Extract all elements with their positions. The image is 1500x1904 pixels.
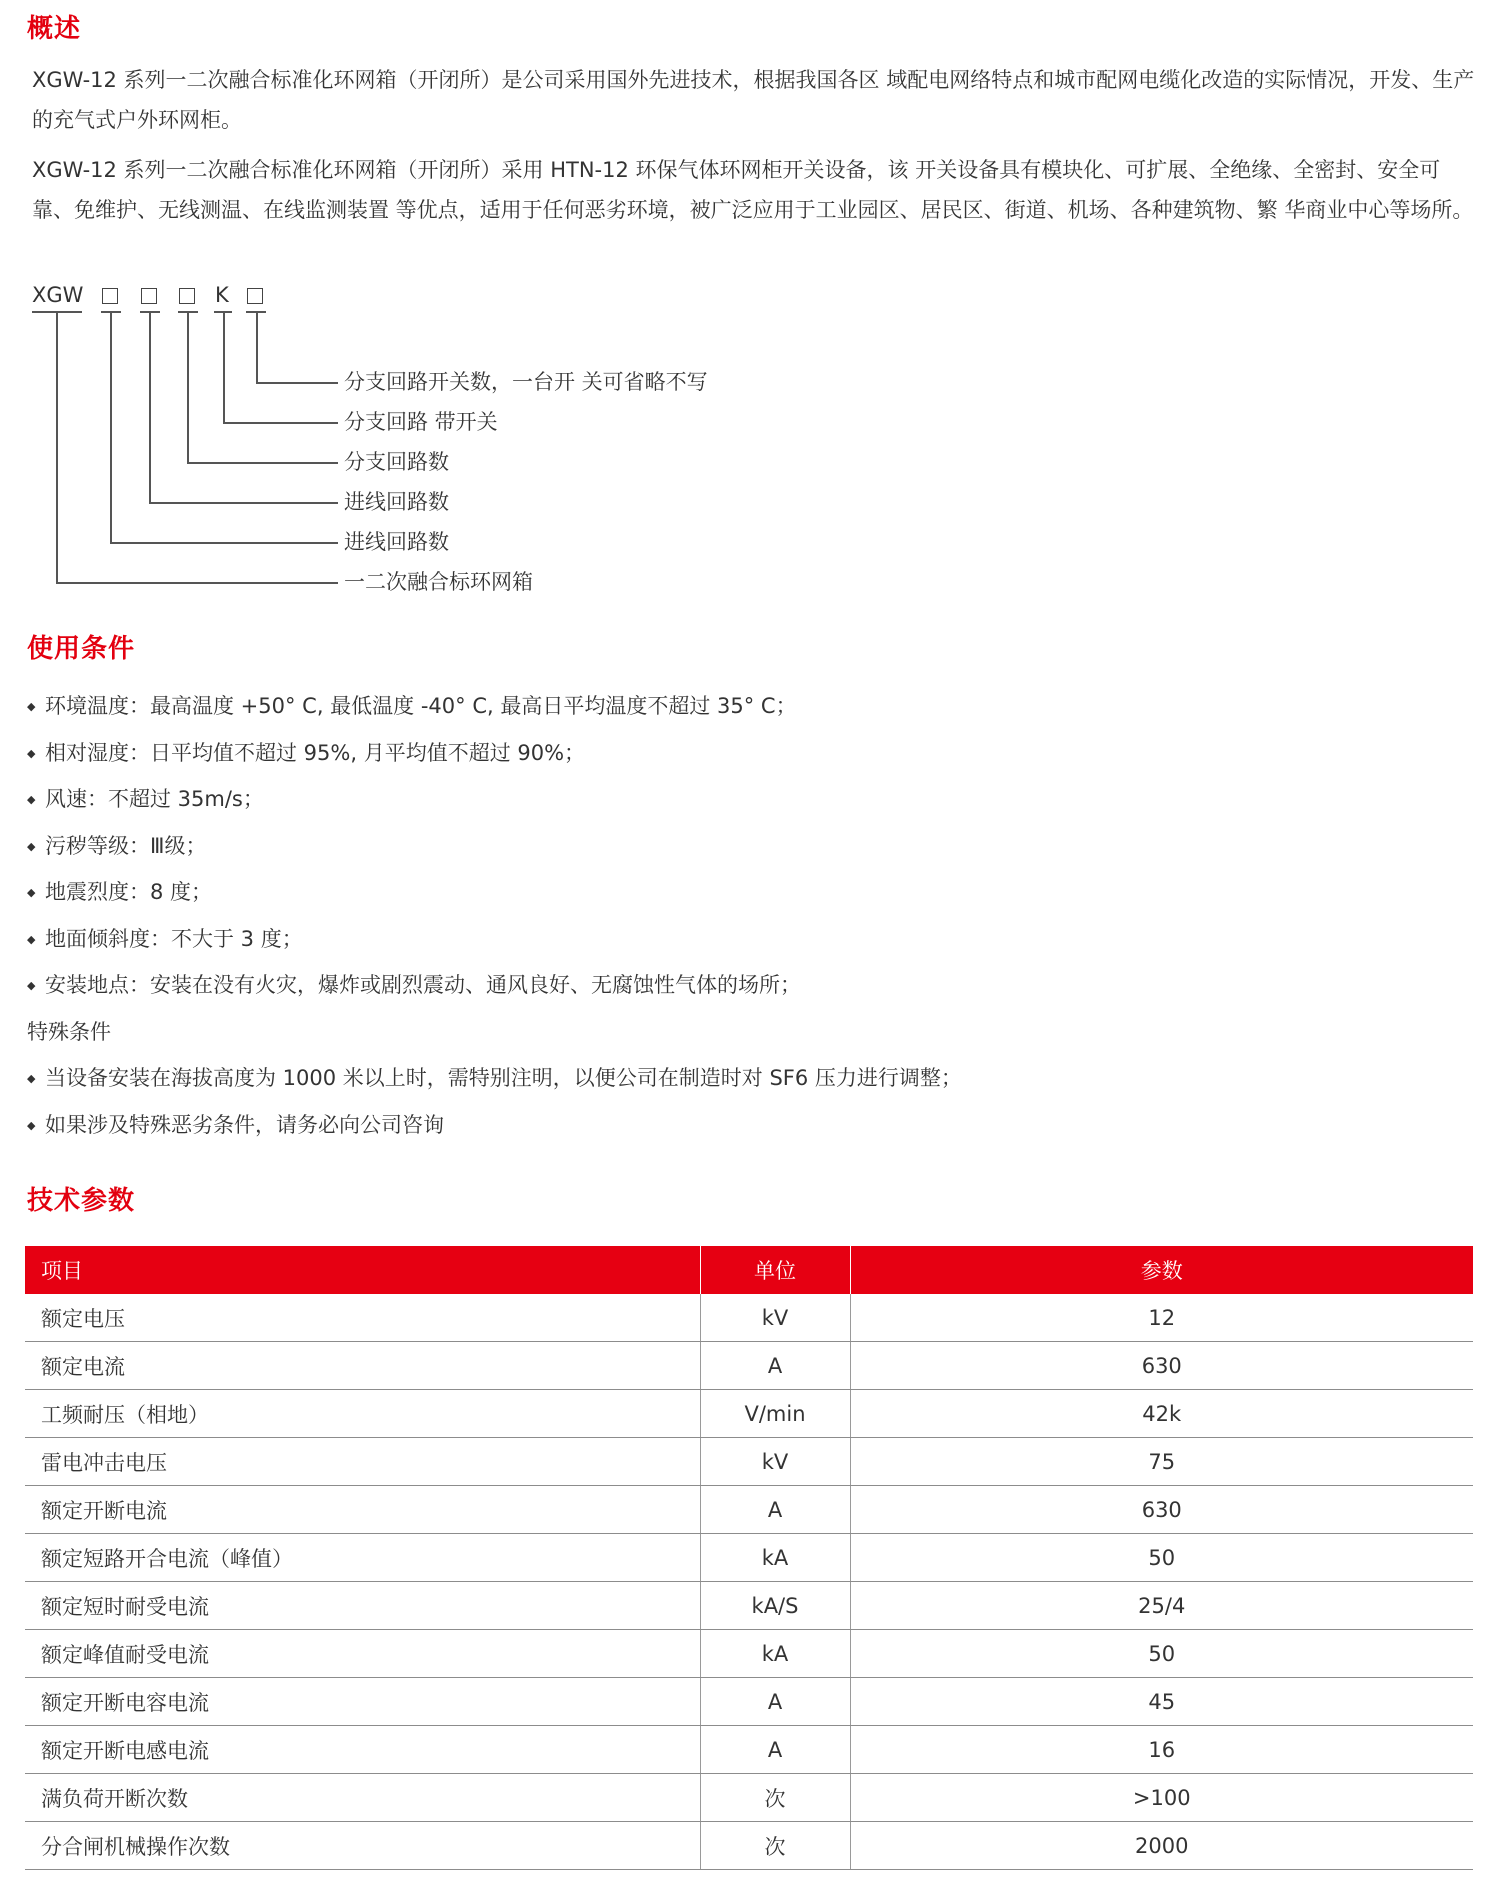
cell-value: 45 (850, 1678, 1473, 1726)
header-value: 参数 (850, 1246, 1473, 1294)
model-label-branch-with-switch: 分支回路 带开关 (344, 410, 498, 434)
table-row (25, 1582, 1473, 1630)
cell-value: 630 (850, 1342, 1473, 1390)
table-row (25, 1486, 1473, 1534)
model-code (30, 280, 300, 310)
table-header-row (25, 1246, 1473, 1294)
connector-horizontal-5 (110, 542, 338, 544)
model-label-incoming-count-1: 进线回路数 (344, 490, 449, 514)
overview-paragraph-2: XGW-12 系列一二次融合标准化环网箱（开闭所）采用 HTN-12 环保气体环网柜开关设备，该 开关设备具有模块化、可扩展、全绝缘、全密封、安全可靠、免维护、无线测温、在线监测装置 等优点，适用于任何恶劣环境，被广泛应用于工业园区、居民区、街道、机场、各种建筑物、繁 华商业中心等场所。 (32, 158, 1474, 222)
cell-item: 额定电流 (25, 1342, 700, 1390)
code-box-4 (247, 288, 263, 304)
cell-item: 额定电压 (25, 1294, 700, 1342)
cell-item: 额定开断电感电流 (25, 1726, 700, 1774)
connector-horizontal-1 (256, 382, 338, 384)
header-unit: 单位 (700, 1246, 850, 1294)
overview-paragraph-1: XGW-12 系列一二次融合标准化环网箱（开闭所）是公司采用国外先进技术，根据我国各区 域配电网络特点和城市配网电缆化改造的实际情况，开发、生产的充气式户外环网柜。 (32, 68, 1475, 132)
code-box-1 (102, 288, 118, 304)
cell-unit: V/min (700, 1390, 850, 1438)
condition-seismic-intensity: ◆ 地震烈度：8 度； (27, 869, 962, 916)
table-row (25, 1726, 1473, 1774)
table-row (25, 1630, 1473, 1678)
cell-value: 50 (850, 1630, 1473, 1678)
condition-relative-humidity: ◆ 相对湿度：日平均值不超过 95%, 月平均值不超过 90%； (27, 730, 962, 777)
header-item: 项目 (25, 1246, 700, 1294)
model-designation-diagram (0, 270, 800, 594)
cell-value: 42k (850, 1390, 1473, 1438)
cell-item: 雷电冲击电压 (25, 1438, 700, 1486)
connector-horizontal-4 (149, 502, 338, 504)
cell-unit: kA (700, 1534, 850, 1582)
condition-wind-speed: ◆ 风速：不超过 35m/s； (27, 776, 962, 823)
cell-item: 额定短时耐受电流 (25, 1582, 700, 1630)
cell-value: 25/4 (850, 1582, 1473, 1630)
conditions-title: 使用条件 (27, 634, 136, 664)
cell-unit: A (700, 1486, 850, 1534)
table-row (25, 1534, 1473, 1582)
cell-unit: kV (700, 1294, 850, 1342)
cell-unit: A (700, 1342, 850, 1390)
table-row (25, 1294, 1473, 1342)
connector-vertical-1 (256, 312, 258, 383)
code-box-2 (141, 288, 157, 304)
cell-item: 额定短路开合电流（峰值） (25, 1534, 700, 1582)
code-box-3 (179, 288, 195, 304)
cell-value: >100 (850, 1774, 1473, 1822)
condition-ambient-temperature: ◆ 环境温度：最高温度 +50° C, 最低温度 -40° C, 最高日平均温度不超过 35° C； (27, 683, 962, 730)
table-row (25, 1438, 1473, 1486)
cell-item: 额定开断电容电流 (25, 1678, 700, 1726)
model-label-branch-switch-count: 分支回路开关数，一台开 关可省略不写 (344, 370, 708, 394)
table-row (25, 1774, 1473, 1822)
tech-title: 技术参数 (27, 1186, 136, 1216)
tech-spec-table (25, 1246, 1473, 1870)
condition-ground-slope: ◆ 地面倾斜度：不大于 3 度； (27, 916, 962, 963)
cell-unit: A (700, 1678, 850, 1726)
cell-value: 12 (850, 1294, 1473, 1342)
table-row (25, 1678, 1473, 1726)
model-label-ring-main-unit: 一二次融合标环网箱 (344, 570, 533, 594)
cell-value: 50 (850, 1534, 1473, 1582)
connector-vertical-2 (223, 312, 225, 423)
model-letter-k: K (215, 283, 229, 307)
overview-title: 概述 (27, 14, 82, 44)
model-label-branch-count: 分支回路数 (344, 450, 449, 474)
table-row (25, 1822, 1473, 1870)
connector-horizontal-2 (223, 422, 338, 424)
table-row (25, 1342, 1473, 1390)
cell-unit: 次 (700, 1822, 850, 1870)
cell-unit: kA (700, 1630, 850, 1678)
connector-vertical-5 (110, 312, 112, 543)
table-row (25, 1390, 1473, 1438)
special-conditions-heading: 特殊条件 (27, 1019, 111, 1044)
cell-item: 分合闸机械操作次数 (25, 1822, 700, 1870)
connector-vertical-3 (187, 312, 189, 463)
cell-unit: kA/S (700, 1582, 850, 1630)
model-label-incoming-count-2: 进线回路数 (344, 530, 449, 554)
cell-item: 额定峰值耐受电流 (25, 1630, 700, 1678)
connector-horizontal-3 (187, 462, 338, 464)
cell-value: 2000 (850, 1822, 1473, 1870)
special-condition-harsh: ◆ 如果涉及特殊恶劣条件，请务必向公司咨询 (27, 1102, 962, 1149)
cell-value: 630 (850, 1486, 1473, 1534)
cell-unit: kV (700, 1438, 850, 1486)
cell-unit: A (700, 1726, 850, 1774)
cell-item: 满负荷开断次数 (25, 1774, 700, 1822)
special-condition-altitude: ◆ 当设备安装在海拔高度为 1000 米以上时，需特别注明，以便公司在制造时对 SF6 压力进行调整； (27, 1055, 962, 1102)
connector-horizontal-6 (56, 582, 338, 584)
cell-unit: 次 (700, 1774, 850, 1822)
cell-value: 75 (850, 1438, 1473, 1486)
cell-item: 额定开断电流 (25, 1486, 700, 1534)
connector-vertical-6 (56, 312, 58, 583)
model-prefix: XGW (32, 283, 84, 307)
condition-installation-site: ◆ 安装地点：安装在没有火灾，爆炸或剧烈震动、通风良好、无腐蚀性气体的场所； (27, 962, 962, 1009)
conditions-list (27, 683, 962, 1148)
cell-item: 工频耐压（相地） (25, 1390, 700, 1438)
condition-pollution-level: ◆ 污秽等级：Ⅲ级； (27, 823, 962, 870)
cell-value: 16 (850, 1726, 1473, 1774)
connector-vertical-4 (149, 312, 151, 503)
